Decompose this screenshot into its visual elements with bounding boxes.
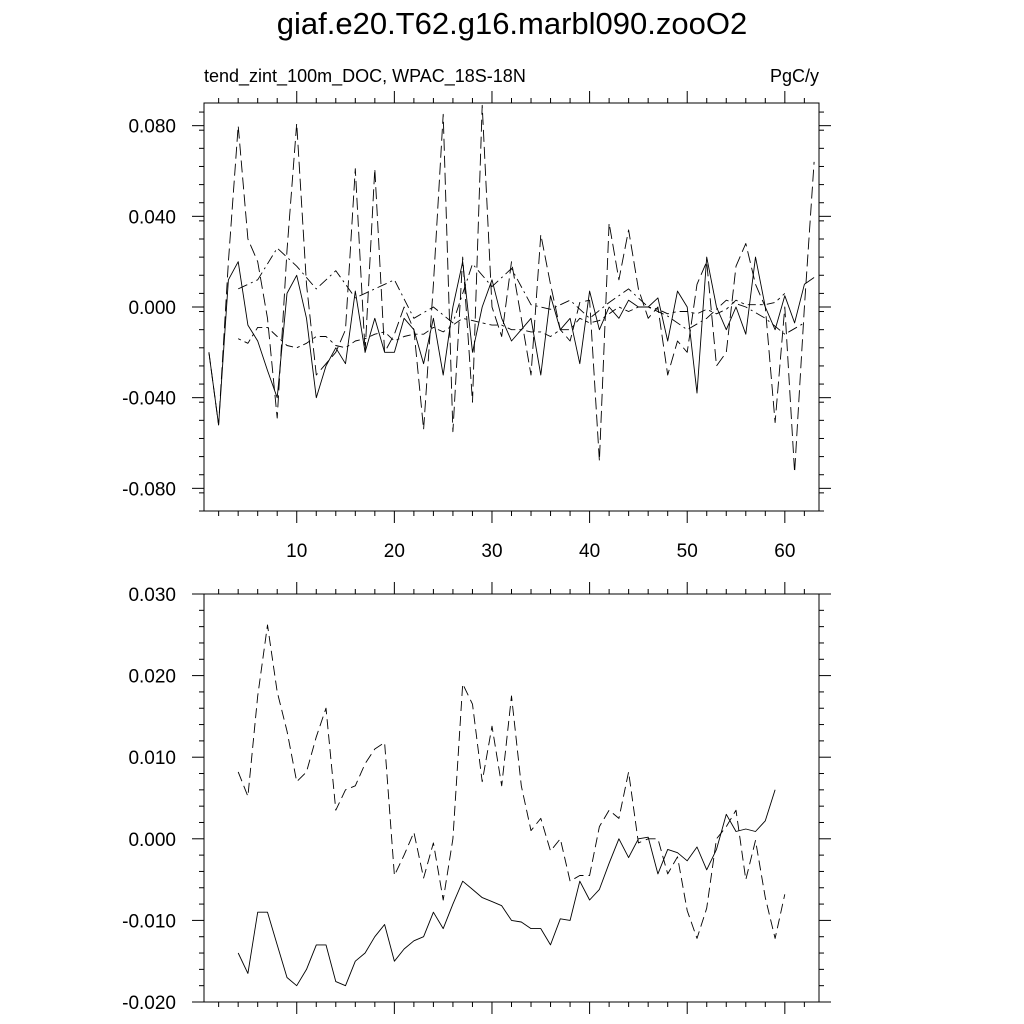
series-line-1-0	[238, 790, 775, 986]
x-tick-label: 10	[286, 541, 308, 562]
x-tick-label: 30	[481, 541, 503, 562]
y-tick-label: -0.010	[122, 911, 176, 933]
y-tick-label: -0.040	[122, 388, 176, 410]
chart-title: giaf.e20.T62.g16.marbl090.zooO2	[276, 6, 748, 41]
y-tick-label: 0.000	[128, 298, 176, 319]
y-tick-label: 0.080	[128, 116, 176, 138]
x-tick-label: 20	[383, 541, 405, 562]
x-tick-label: 40	[579, 541, 601, 562]
y-tick-label: -0.080	[122, 479, 176, 501]
plot-frame-1	[204, 594, 819, 1002]
y-tick-label: 0.000	[128, 829, 176, 851]
x-tick-label: 50	[676, 541, 698, 562]
units-label: PgC/y	[769, 66, 819, 86]
y-tick-label: 0.010	[128, 748, 176, 770]
y-tick-label: 0.020	[128, 666, 176, 688]
series-line-0-0	[209, 257, 814, 425]
series-line-0-3	[238, 293, 785, 347]
y-tick-label: 0.040	[128, 207, 176, 229]
x-tick-label: 60	[774, 541, 796, 562]
plot-frame-0	[204, 103, 819, 511]
series-line-0-2	[238, 248, 804, 334]
y-tick-label: -0.020	[122, 993, 176, 1014]
y-tick-label: 0.030	[128, 585, 176, 606]
series-line-1-1	[238, 625, 785, 938]
subtitle-left: tend_zint_100m_DOC, WPAC_18S-18N	[204, 66, 526, 86]
